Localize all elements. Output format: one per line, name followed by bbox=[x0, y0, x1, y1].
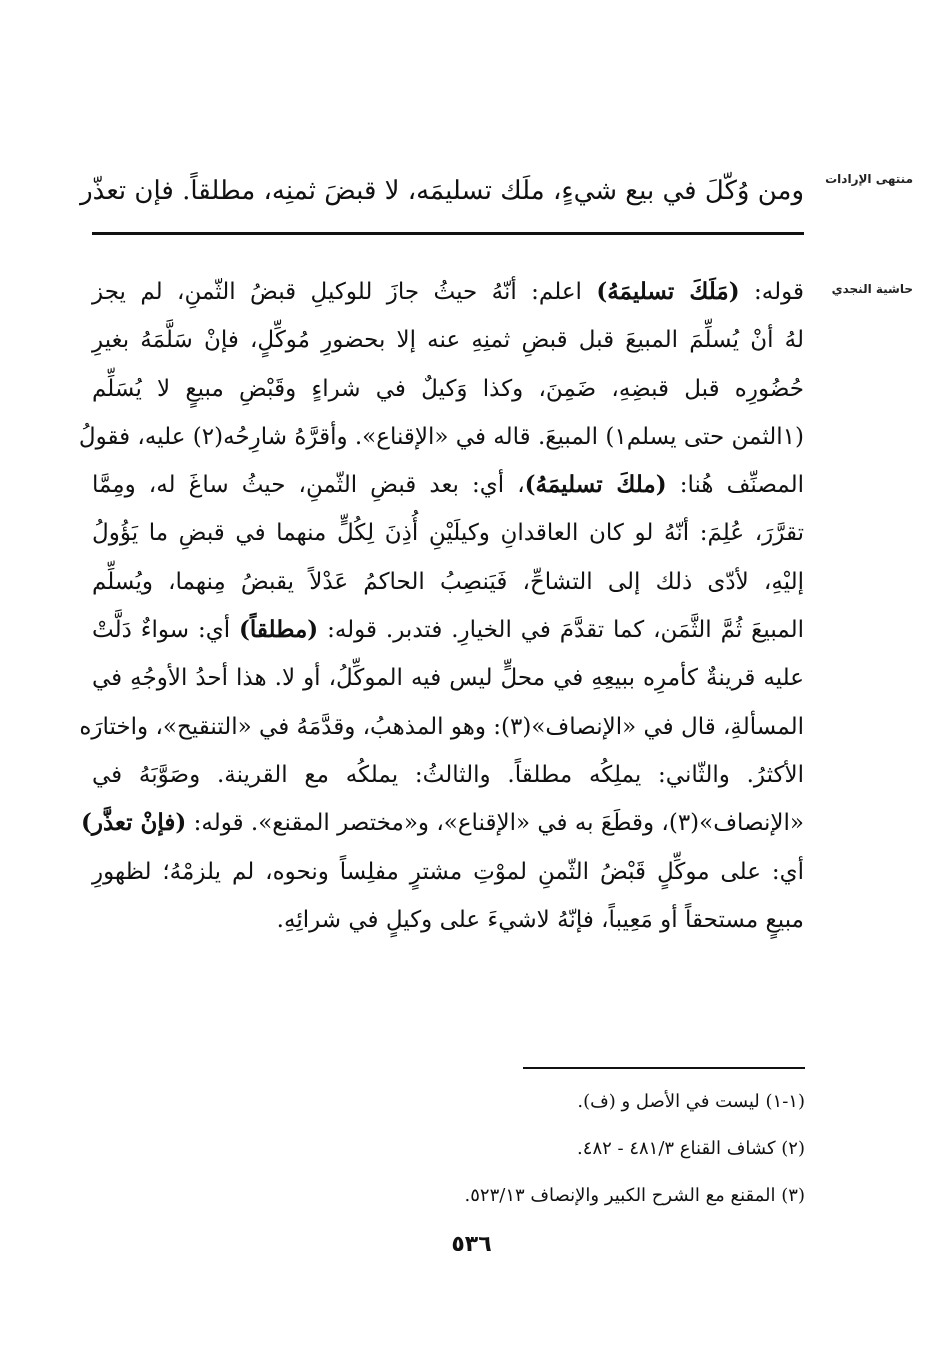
commentary-line: لهُ أنْ يُسلِّمَ المبيعَ قبل قبضِ ثمنِهِ عنه إلا بحضورِ مُوكِّلٍ، فإنْ سَلَّمَهُ بغيرِ bbox=[92, 327, 805, 354]
commentary-line: المصنِّف هُنا: (ملكَ تسليمَهُ)، أي: بعد قبضِ الثّمنِ، حيثُ ساغَ له، ومِمَّا bbox=[92, 471, 804, 499]
commentary-line: قوله: (مَلَكَ تسليمَهُ) اعلم: أنّهُ حيثُ جازَ للوكيلِ قبضُ الثّمنِ، لم يجز bbox=[92, 278, 805, 305]
quoted-lemma: (مَلَكَ تسليمَهُ) bbox=[596, 278, 740, 305]
commentary-line: إليْهِ، لأدّى ذلك إلى التشاحِّ، فَيَنصِبُ الحاكمُ عَدْلاً يقبضُ مِنهما، ويُسلِّم bbox=[92, 568, 804, 595]
page-number: ٥٣٦ bbox=[451, 1232, 492, 1257]
commentary-line: المبيعَ ثُمَّ الثَّمَن، كما تقدَّمَ في الخيارِ. فتدبر. قوله: (مطلقاً) أي: سواءٌ دَلَّتْ bbox=[92, 616, 804, 644]
quoted-lemma: (مطلقاً) bbox=[238, 616, 319, 644]
matn-text: ومن وُكّلَ في بيع شيءٍ، ملَك تسليمَه، لا قبضَ ثمنِه، مطلقاً. فإن تعذّر bbox=[80, 176, 804, 206]
commentary-line: مبيعٍ مستحقاً أو مَعِيباً، فإنّهُ لاشيءَ على وكيلٍ في شرائِهِ. bbox=[276, 906, 804, 933]
commentary-line: «الإنصاف»(٣)، وقطَعَ به في «الإقناع»، و«مختصر المقنع». قوله: (فإنْ تعذَّر) bbox=[80, 809, 804, 837]
commentary-line: تقرَّرَ، عُلِمَ: أنّهُ لو كان العاقدانِ وكيلَيْنِ أُذِنَ لِكُلٍّ منهما في قبضِ ما يَؤُولُ bbox=[92, 520, 804, 547]
commentary-line: (١الثمن حتى يسلم١) المبيعَ. قاله في «الإقناع». وأقرَّهُ شارِحُه(٢) عليه، فقولُ bbox=[78, 423, 804, 450]
commentary-block bbox=[78, 268, 805, 944]
commentary-line: أي: على موكِّلٍ قَبْضُ الثّمنِ لموْتِ مشترٍ مفلِساً ونحوه، لم يلزمْهُ؛ لظهورِ bbox=[92, 858, 804, 885]
footnote-2: (٢) كشاف القناع ٤٨١/٣ - ٤٨٢. bbox=[577, 1138, 805, 1159]
quoted-lemma: (فإنْ تعذَّر) bbox=[80, 809, 187, 837]
commentary-line: عليه قرينةٌ كأمرِه ببيعِهِ في محلٍّ ليس فيه الموكِّلُ، أو لا. هذا أحدُ الأوجُهِ في bbox=[92, 665, 804, 692]
main-separator-rule bbox=[92, 232, 804, 235]
footnote-1: (١-١) ليست في الأصل و (ف). bbox=[577, 1091, 805, 1112]
commentary-line: المسألةِ، قال في «الإنصاف»(٣): وهو المذهبُ، وقدَّمَهُ في «التنقيح»، واختارَه bbox=[79, 713, 804, 740]
commentary-line: حُضُورِه قبل قبضِهِ، ضَمِنَ، وكذا وَكيلٌ في شراءٍ وقَبْضِ مبيعٍ لا يُسَلِّم bbox=[92, 375, 804, 402]
quoted-lemma: (ملكَ تسليمَهُ) bbox=[524, 471, 667, 499]
commentary-line: الأكثرُ. والثّاني: يملِكُه مطلقاً. والثالثُ: يملكُه مع القرينة. وصَوَّبَهُ في bbox=[92, 761, 804, 788]
sharh-source-label: حاشية النجدي bbox=[831, 282, 913, 296]
matn-source-label: منتهى الإرادات bbox=[825, 172, 913, 186]
footnote-3: (٣) المقنع مع الشرح الكبير والإنصاف ٥٢٣/١٣. bbox=[464, 1185, 805, 1206]
footnote-separator-rule bbox=[523, 1067, 805, 1069]
footnotes bbox=[205, 1078, 805, 1219]
